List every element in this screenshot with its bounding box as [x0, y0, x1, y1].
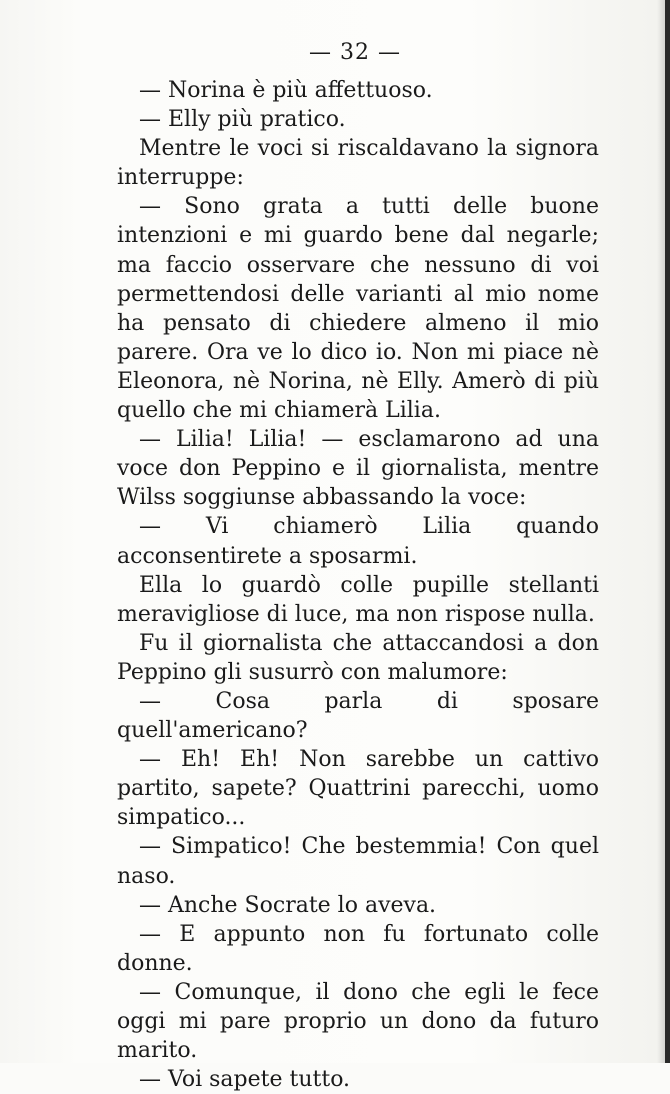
paragraph: — Elly più pratico. [139, 107, 346, 133]
paragraph: — Anche Socrate lo aveva. [139, 892, 437, 918]
paragraph: — Comunque, il dono che egli le fece oggi mi pare proprio un dono da futuro marito. [117, 979, 599, 1064]
body-text [117, 76, 599, 1094]
paragraph: Fu il giornalista che attaccandosi a don Peppino gli susurrò con malumore: [117, 630, 599, 685]
paragraph: — Simpatico! Che bestemmia! Con quel naso. [117, 834, 599, 889]
page-number: — 32 — [309, 40, 401, 65]
paragraph: — Vi chiamerò Lilia quando acconsentirete a sposarmi. [117, 514, 599, 569]
paragraph: Mentre le voci si riscaldavano la signora interruppe: [117, 136, 599, 191]
page-edge [665, 0, 670, 1063]
paragraph: — Cosa parla di sposare quell'americano? [117, 688, 599, 744]
paragraph: Ella lo guardò colle pupille stellanti meravigliose di luce, ma non rispose nulla. [117, 572, 599, 627]
paragraph: — Lilia! Lilia! — esclamarono ad una voce don Peppino e il giornalista, mentre Wilss soggiunse abbassando la voce: [117, 427, 599, 511]
paragraph: — Sono grata a tutti delle buone intenzioni e mi guardo bene dal negarle; ma faccio osservare che nessuno di voi permettendosi delle varianti al mio nome ha pensato di chiedere almeno il mio parere. Ora ve lo dico io. Non mi piace nè Eleonora, nè Norina, nè Elly. Amerò di più quello che mi chiamerà Lilia. [117, 194, 599, 424]
paragraph: — Eh! Eh! Non sarebbe un cattivo partito, sapete? Quattrini parecchi, uomo simpatico... [117, 747, 599, 831]
paragraph: — Norina è più affettuoso. [139, 78, 433, 103]
page-edge-shadow [657, 0, 665, 1063]
paragraph: — Voi sapete tutto. [139, 1067, 351, 1093]
paragraph: — E appunto non fu fortunato colle donne. [117, 921, 599, 976]
